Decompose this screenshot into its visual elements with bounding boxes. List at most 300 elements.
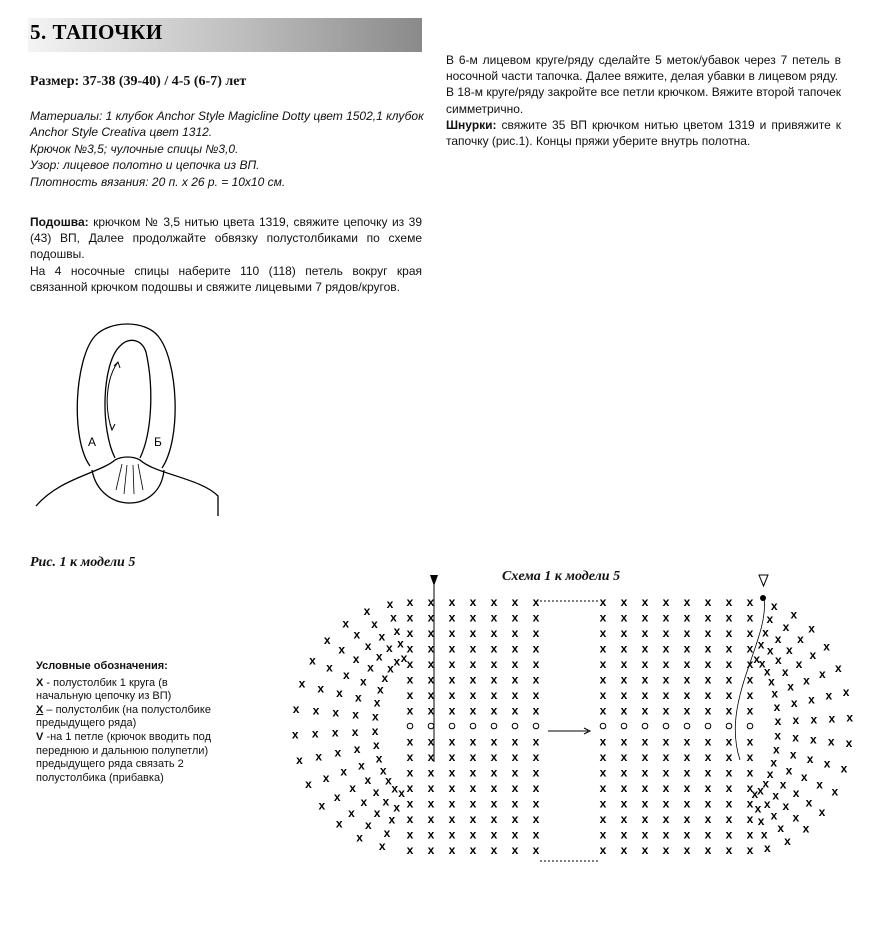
stitch-mark: x [469, 812, 477, 826]
figure-caption: Рис. 1 к модели 5 [30, 555, 136, 570]
stitch-mark: x [683, 781, 691, 795]
stitch-mark: x [725, 657, 733, 671]
stitch-mark: x [349, 781, 356, 796]
stitch-mark: x [326, 660, 333, 675]
stitch-mark: x [375, 751, 383, 766]
stitch-mark: x [291, 727, 299, 742]
stitch-mark: x [448, 657, 456, 671]
stitch-mark: x [490, 781, 498, 795]
stitch-mark: x [704, 750, 712, 764]
stitch-mark: x [532, 781, 540, 795]
stitch-mark: x [641, 610, 649, 625]
stitch-mark: x [772, 788, 780, 803]
stitch-mark: x [818, 805, 826, 820]
stitch-mark: x [469, 781, 477, 795]
stitch-mark: x [782, 619, 790, 634]
stitch-mark: x [511, 703, 519, 718]
stitch-mark: x [385, 773, 392, 788]
stitch-mark: x [532, 734, 540, 749]
stitch-mark: x [746, 595, 754, 609]
stitch-mark: x [427, 765, 435, 780]
stitch-mark: x [511, 765, 519, 780]
stitch-mark: x [620, 734, 628, 749]
stitch-mark: x [427, 657, 435, 671]
stitch-mark: x [704, 626, 712, 640]
chain-mark [684, 723, 690, 729]
stitch-mark: x [683, 688, 691, 702]
stitch-mark: x [641, 657, 649, 671]
stitch-mark: x [792, 713, 800, 728]
stitch-mark: x [599, 703, 607, 718]
stitch-mark: x [725, 626, 733, 640]
stitch-mark: x [367, 660, 374, 675]
stitch-mark: x [532, 595, 540, 609]
stitch-mark: x [662, 827, 670, 842]
stitch-mark: x [427, 610, 435, 625]
stitch-mark: x [641, 843, 649, 857]
stitch-mark: x [490, 750, 498, 764]
stitch-mark: x [511, 595, 519, 609]
stitch-mark: x [662, 812, 670, 826]
stitch-mark: x [662, 781, 670, 795]
stitch-mark: x [311, 726, 319, 741]
stitch-mark: x [511, 750, 519, 764]
stitch-mark: x [469, 641, 477, 656]
stitch-mark: x [683, 827, 691, 842]
stitch-mark: x [342, 616, 350, 631]
stitch-mark: x [683, 703, 691, 718]
stitch-mark: x [795, 656, 803, 671]
stitch-mark: x [766, 643, 774, 658]
chain-mark [470, 723, 476, 729]
stitch-mark: x [469, 827, 477, 842]
chain-mark [747, 723, 753, 729]
stitch-mark: x [725, 750, 733, 764]
stitch-mark: x [335, 816, 343, 831]
stitch-mark: x [371, 616, 378, 631]
stitch-mark: x [360, 674, 367, 689]
stitch-mark: x [532, 688, 540, 702]
stitch-mark: x [683, 657, 691, 671]
stitch-mark: x [406, 657, 414, 671]
materials-line: Узор: лицевое полотно и цепочка из ВП. [30, 158, 260, 173]
stitch-mark: x [704, 641, 712, 656]
stitch-mark: x [846, 710, 854, 725]
stitch-mark: x [469, 703, 477, 718]
stitch-mark: x [620, 657, 628, 671]
stitch-mark: x [532, 672, 540, 687]
stitch-mark: x [511, 843, 519, 857]
v-symbol: V [36, 730, 44, 743]
stitch-mark: x [746, 703, 754, 718]
stitch-mark: x [386, 596, 394, 611]
stitch-mark: x [754, 801, 762, 816]
chain-mark [705, 723, 711, 729]
stitch-mark: x [331, 725, 339, 740]
stitch-mark: x [746, 734, 754, 749]
stitch-mark: x [364, 638, 372, 653]
stitch-mark: x [376, 682, 384, 697]
stitch-mark: x [448, 750, 456, 764]
stitch-mark: x [641, 672, 649, 687]
stitch-mark: x [620, 750, 628, 764]
stitch-mark: x [490, 626, 498, 640]
stitch-mark: x [725, 688, 733, 702]
stitch-mark: x [469, 796, 477, 811]
stitch-mark: x [340, 764, 348, 779]
stitch-mark: x [825, 688, 833, 703]
stitch-mark: x [448, 641, 456, 656]
stitch-mark: x [511, 812, 519, 826]
stitch-mark: x [511, 672, 519, 687]
stitch-mark: x [532, 765, 540, 780]
legend-item-x-underlined: Х – полустолбик (на полустолбике предыдущего ряда) [36, 703, 211, 730]
right-paragraph-2: В 18-м круге/ряду закройте все петли крючком. Вяжите второй тапочек симметрично. [446, 85, 841, 116]
laces-text: свяжите 35 ВП крючком нитью цветом 1319 и привяжите к тапочку (рис.1). Концы пряжи уберите внутрь полотна. [446, 117, 841, 149]
stitch-mark: x [809, 648, 817, 663]
stitch-mark: x [683, 595, 691, 609]
stitch-mark: x [448, 610, 456, 625]
sole-text-2: На 4 носочные спицы наберите 110 (118) петель вокруг края связанной крючком подошвы и свяжите лицевыми 7 рядов/кругов. [30, 263, 422, 294]
stitch-mark: x [406, 672, 414, 687]
stitch-mark: x [292, 701, 300, 716]
stitch-mark: x [725, 672, 733, 687]
stitch-mark: x [532, 750, 540, 764]
stitch-mark: x [641, 796, 649, 811]
stitch-mark: x [782, 799, 790, 814]
stitch-mark: x [746, 657, 754, 671]
sole-label: Подошва: [30, 215, 89, 229]
stitch-mark: x [448, 812, 456, 826]
stitch-mark: x [353, 742, 361, 757]
stitch-mark: x [427, 626, 435, 640]
stitch-mark: x [363, 604, 371, 619]
stitch-mark: x [490, 641, 498, 656]
stitch-mark: x [406, 781, 414, 795]
stitch-mark: x [770, 598, 778, 613]
stitch-mark: x [819, 667, 826, 682]
stitch-mark: x [641, 781, 649, 795]
stitch-mark: x [746, 688, 754, 702]
stitch-mark: x [298, 676, 306, 691]
stitch-mark: x [641, 734, 649, 749]
stitch-mark: x [343, 667, 350, 682]
stitch-mark: x [620, 765, 628, 780]
x-underlined-symbol: Х [36, 703, 44, 716]
stitch-mark: x [373, 805, 381, 820]
stitch-mark: x [469, 595, 477, 609]
stitch-mark: x [683, 672, 691, 687]
stitch-mark: x [662, 750, 670, 764]
stitch-mark: x [641, 812, 649, 826]
stitch-mark: x [662, 843, 670, 857]
stitch-mark: x [511, 641, 519, 656]
stitch-mark: x [704, 781, 712, 795]
stitch-mark: x [785, 763, 793, 778]
stitch-mark: x [532, 843, 540, 857]
stitch-mark: x [725, 610, 733, 625]
stitch-mark: x [620, 843, 628, 857]
stitch-mark: x [746, 827, 754, 842]
stitch-mark: x [469, 672, 477, 687]
stitch-mark: x [831, 784, 839, 799]
stitch-mark: x [427, 750, 435, 764]
stitch-mark: x [758, 656, 766, 671]
stitch-mark: x [683, 610, 691, 625]
stitch-mark: x [662, 734, 670, 749]
materials-line: Крючок №3,5; чулочные спицы №3,0. [30, 141, 239, 156]
stitch-mark: x [725, 703, 733, 718]
stitch-mark: x [845, 736, 853, 751]
stitch-mark: x [599, 734, 607, 749]
stitch-mark: x [375, 649, 383, 664]
stitch-mark: x [725, 796, 733, 811]
stitch-mark: x [448, 703, 456, 718]
stitch-mark: x [662, 641, 670, 656]
stitch-mark: x [490, 595, 498, 609]
stitch-mark: x [751, 787, 759, 802]
stitch-mark: x [469, 750, 477, 764]
stitch-mark: x [746, 610, 754, 625]
stitch-mark: x [808, 621, 815, 636]
stitch-mark: x [779, 777, 787, 792]
stitch-mark: x [725, 843, 733, 857]
stitch-mark: x [379, 763, 387, 778]
stitch-mark: x [787, 679, 794, 694]
chain-mark [491, 723, 497, 729]
stitch-mark: x [662, 595, 670, 609]
stitch-mark: x [406, 688, 414, 702]
stitch-mark: x [393, 623, 401, 638]
stitch-mark: x [683, 734, 691, 749]
stitch-mark: x [469, 688, 477, 702]
stitch-mark: x [393, 654, 401, 669]
stitch-mark: x [427, 641, 435, 656]
stitch-mark: x [704, 827, 712, 842]
stitch-mark: x [662, 703, 670, 718]
stitch-mark: x [427, 688, 435, 702]
stitch-mark: x [511, 781, 519, 795]
stitch-mark: x [360, 795, 368, 810]
stitch-mark: x [599, 765, 607, 780]
stitch-mark: x [662, 610, 670, 625]
stitch-mark: x [390, 610, 397, 625]
stitch-mark: x [766, 767, 774, 782]
end-dot-icon [760, 595, 766, 601]
stitch-mark: x [620, 595, 628, 609]
stitch-mark: x [746, 765, 754, 780]
stitch-mark: x [753, 651, 761, 666]
stitch-mark: x [834, 660, 842, 675]
stitch-mark: x [641, 827, 649, 842]
stitch-mark: x [427, 703, 435, 718]
stitch-mark: x [792, 786, 800, 801]
x-symbol: Х [36, 676, 44, 689]
stitch-mark: x [781, 665, 789, 680]
stitch-mark: x [599, 750, 607, 764]
stitch-mark: x [797, 632, 804, 647]
stitch-mark: x [599, 641, 607, 656]
stitch-mark: x [323, 632, 331, 647]
stitch-mark: x [800, 770, 808, 785]
stitch-mark: x [828, 711, 836, 726]
stitch-mark: x [683, 765, 691, 780]
stitch-mark: x [725, 595, 733, 609]
stitch-mark: x [532, 626, 540, 640]
stitch-mark: x [792, 810, 800, 825]
stitch-mark: x [532, 657, 540, 671]
stitch-mark: x [427, 843, 435, 857]
stitch-mark: x [352, 707, 359, 722]
stitch-mark: x [641, 688, 649, 702]
stitch-mark: x [766, 612, 774, 627]
stitch-mark: x [333, 789, 341, 804]
stitch-mark: x [764, 841, 771, 856]
stitch-mark: x [406, 765, 414, 780]
stitch-mark: x [774, 728, 782, 743]
stitch-mark: x [296, 753, 303, 768]
stitch-mark: x [641, 750, 649, 764]
stitch-mark: x [406, 703, 414, 718]
label-b: Б [154, 435, 162, 449]
stitch-mark: x [511, 827, 519, 842]
stitch-mark: x [683, 796, 691, 811]
stitch-mark: x [641, 765, 649, 780]
stitch-mark: x [620, 610, 628, 625]
stitch-mark: x [762, 776, 770, 791]
materials-line: Anchor Style Creativa цвет 1312. [30, 125, 213, 140]
stitch-mark: x [448, 843, 456, 857]
stitch-mark: x [810, 712, 818, 727]
stitch-mark: x [620, 796, 628, 811]
chain-mark [533, 723, 539, 729]
stitch-mark: x [803, 673, 810, 688]
stitch-mark: x [620, 672, 628, 687]
stitch-mark: x [772, 742, 780, 757]
stitch-mark: x [352, 651, 360, 666]
stitch-mark: x [725, 734, 733, 749]
stitch-mark: x [378, 629, 386, 644]
chain-mark [512, 723, 518, 729]
stitch-mark: x [532, 641, 540, 656]
stitch-mark: x [373, 738, 380, 753]
stitch-mark: x [746, 812, 754, 826]
stitch-mark: x [338, 642, 346, 657]
stitch-mark: x [511, 688, 519, 702]
stitch-mark: x [599, 827, 607, 842]
stitch-mark: x [351, 724, 359, 739]
stitch-mark: x [599, 657, 607, 671]
stitch-mark: x [770, 755, 778, 770]
stitch-mark: x [704, 812, 712, 826]
stitch-mark: x [725, 812, 733, 826]
stitch-mark: x [427, 812, 435, 826]
stitch-mark: x [683, 750, 691, 764]
stitch-mark: x [662, 688, 670, 702]
stitch-mark: x [662, 657, 670, 671]
stitch-mark: x [760, 827, 768, 842]
stitch-mark: x [348, 805, 355, 820]
stitch-mark: x [725, 641, 733, 656]
chain-mark [449, 723, 455, 729]
stitch-mark: x [365, 818, 372, 833]
stitch-mark: x [336, 685, 343, 700]
scheme-caption: Схема 1 к модели 5 [502, 569, 621, 584]
right-paragraph-1: В 6-м лицевом круге/ряду сделайте 5 меток/убавок через 7 петель в носочной части тапочка. Далее вяжите, делая убавки в лицевом ряду. [446, 53, 841, 84]
stitch-mark: x [490, 734, 498, 749]
stitch-mark: x [511, 796, 519, 811]
stitch-mark: x [774, 714, 782, 729]
stitch-mark: x [391, 781, 399, 796]
chain-mark [621, 723, 627, 729]
stitch-mark: x [662, 765, 670, 780]
stitch-mark: x [805, 795, 813, 810]
stitch-mark: x [599, 812, 607, 826]
stitch-mark: x [620, 812, 628, 826]
stitch-mark: x [400, 650, 408, 665]
stitch-mark: x [358, 758, 365, 773]
stitch-mark: x [511, 610, 519, 625]
stitch-mark: x [806, 752, 814, 767]
size-line: Размер: 37-38 (39-40) / 4-5 (6-7) лет [30, 74, 247, 89]
stitch-mark: x [773, 699, 781, 714]
stitch-mark: x [406, 750, 414, 764]
stitch-mark: x [599, 672, 607, 687]
stitch-mark: x [599, 796, 607, 811]
stitch-mark: x [768, 674, 775, 689]
stitch-mark: x [387, 661, 394, 676]
stitch-mark: x [490, 843, 498, 857]
stitch-mark: x [802, 821, 810, 836]
stitch-mark: x [757, 814, 765, 829]
stitch-mark: x [599, 595, 607, 609]
stitch-mark: x [790, 607, 798, 622]
stitch-mark: x [840, 761, 848, 776]
stitch-mark: x [704, 843, 712, 857]
stitch-mark: x [810, 732, 817, 747]
stitch-mark: x [641, 595, 649, 609]
stitch-mark: x [746, 781, 754, 795]
stitch-mark: x [599, 781, 607, 795]
stitch-mark: x [827, 734, 835, 749]
stitch-mark: x [312, 703, 320, 718]
stitch-mark: x [469, 843, 477, 857]
stitch-mark: x [406, 626, 414, 640]
stitch-mark: x [746, 796, 754, 811]
legend-item-x: Х - полустолбик 1 круга (в начальную цепочку из ВП) [36, 676, 172, 703]
stitch-mark: x [704, 657, 712, 671]
stitch-mark: x [448, 734, 456, 749]
stitch-mark: x [318, 798, 326, 813]
stitch-mark: x [620, 641, 628, 656]
stitch-mark: x [532, 812, 540, 826]
stitch-mark: x [317, 681, 325, 696]
stitch-mark: x [599, 626, 607, 640]
stitch-mark: x [746, 843, 754, 857]
stitch-mark: x [511, 657, 519, 671]
stitch-mark: x [381, 670, 389, 685]
stitch-mark: x [511, 626, 519, 640]
stitch-mark: x [704, 688, 712, 702]
stitch-mark: x [746, 672, 754, 687]
stitch-mark: x [662, 796, 670, 811]
stitch-mark: x [725, 765, 733, 780]
stitch-mark: x [427, 781, 435, 795]
stitch-mark: x [448, 688, 456, 702]
stitch-mark: x [378, 839, 386, 854]
stitch-mark: x [532, 703, 540, 718]
stitch-mark: x [427, 672, 435, 687]
